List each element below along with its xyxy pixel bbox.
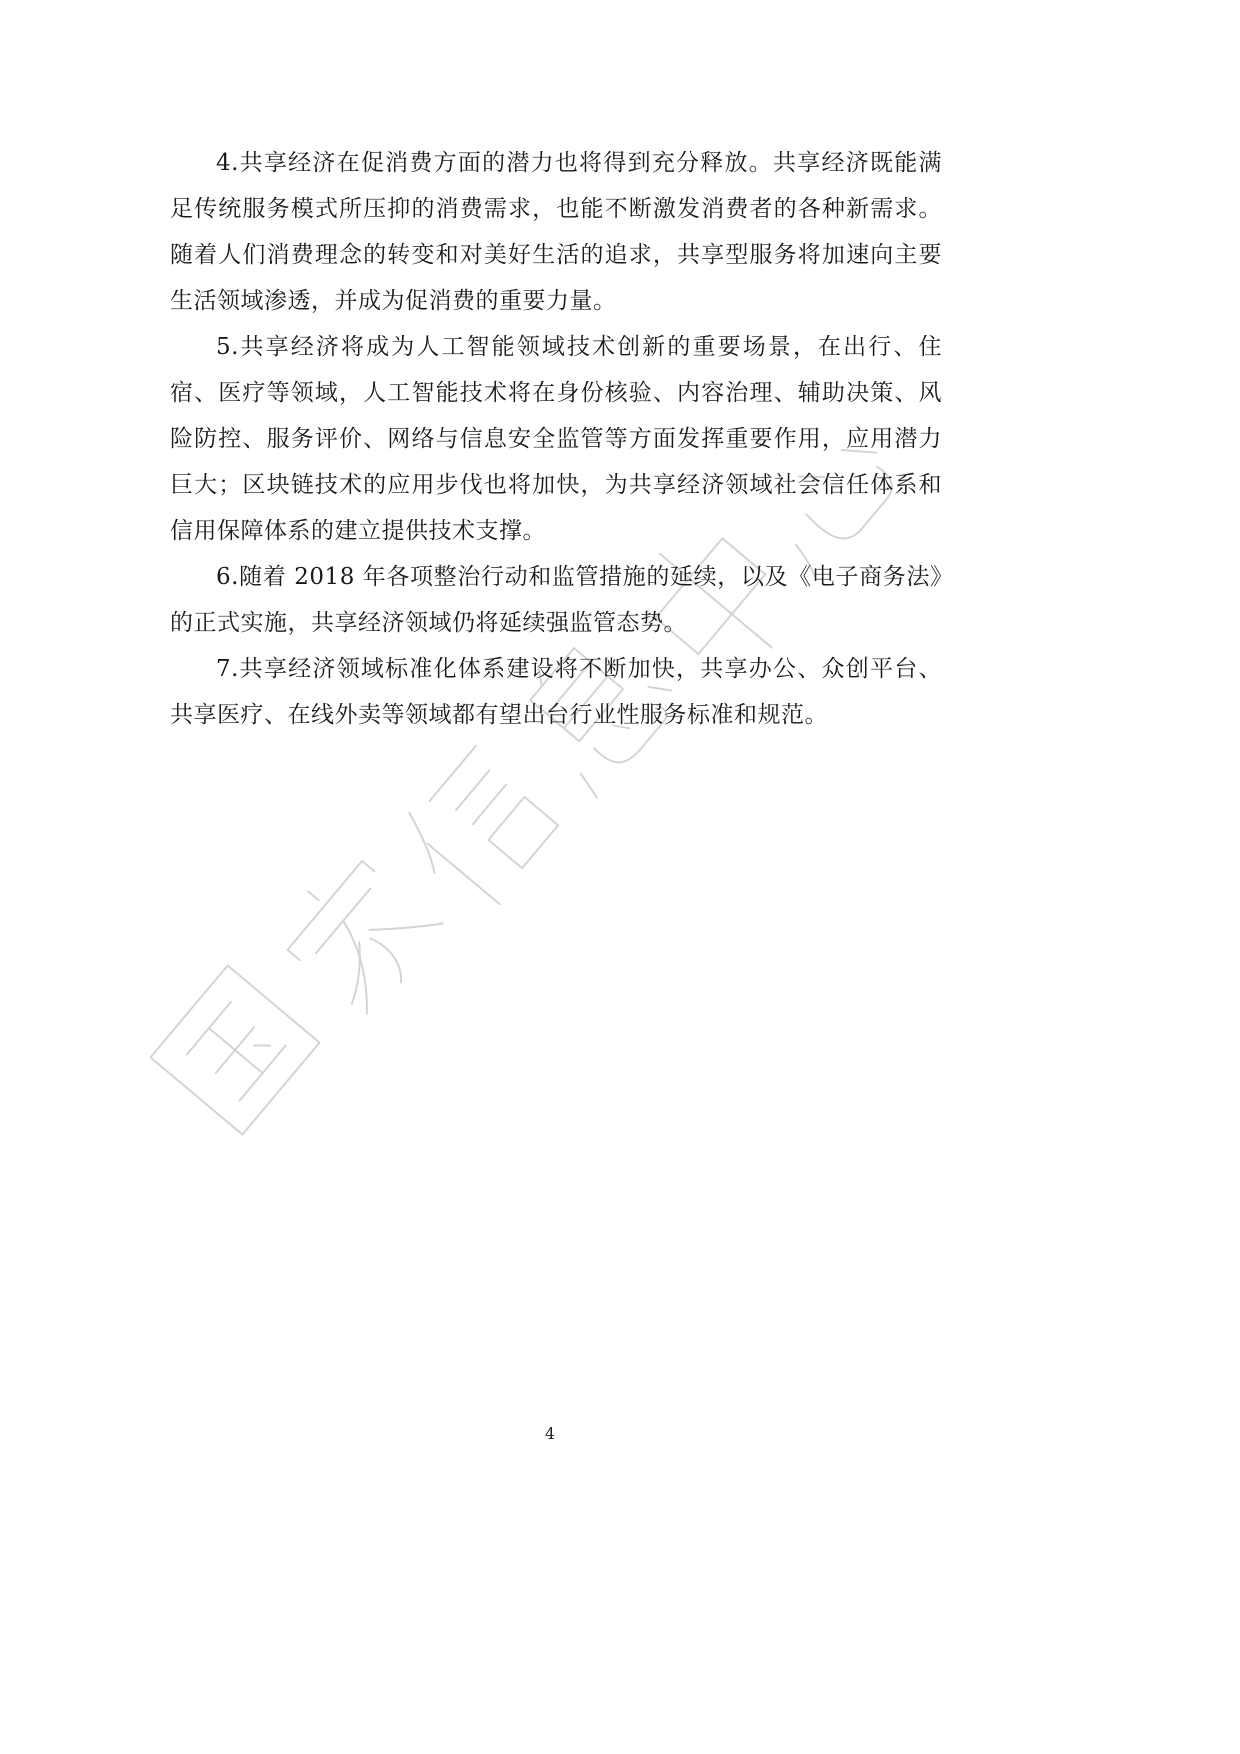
page-number: 4 [544, 1424, 556, 1443]
paragraph-5: 5.共享经济将成为人工智能领域技术创新的重要场景，在出行、住宿、医疗等领域，人工智能技术将在身份核验、内容治理、辅助决策、风险防控、服务评价、网络与信息安全监管等方面发挥重要作用，应用潜力巨大；区块链技术的应用步伐也将加快，为共享经济领域社会信任体系和信用保障体系的建立提供技术支撑。 [170, 334, 942, 544]
paragraph-7: 7.共享经济领域标准化体系建设将不断加快，共享办公、众创平台、共享医疗、在线外卖等领域都有望出台行业性服务标准和规范。 [170, 656, 942, 728]
paragraph-4: 4.共享经济在促消费方面的潜力也将得到充分释放。共享经济既能满足传统服务模式所压抑的消费需求，也能不断激发消费者的各种新需求。随着人们消费理念的转变和对美好生活的追求，共享型服务将加速向主要生活领域渗透，并成为促消费的重要力量。 [170, 150, 942, 314]
watermark-char-jia [271, 844, 448, 1019]
body-text [170, 140, 942, 738]
watermark-char-guo [150, 965, 319, 1134]
paragraph-6: 6.随着 2018 年各项整治行动和监管措施的延续，以及《电子商务法》的正式实施，共享经济领域仍将延续强监管态势。 [170, 564, 942, 636]
watermark-char-xin [390, 741, 568, 918]
